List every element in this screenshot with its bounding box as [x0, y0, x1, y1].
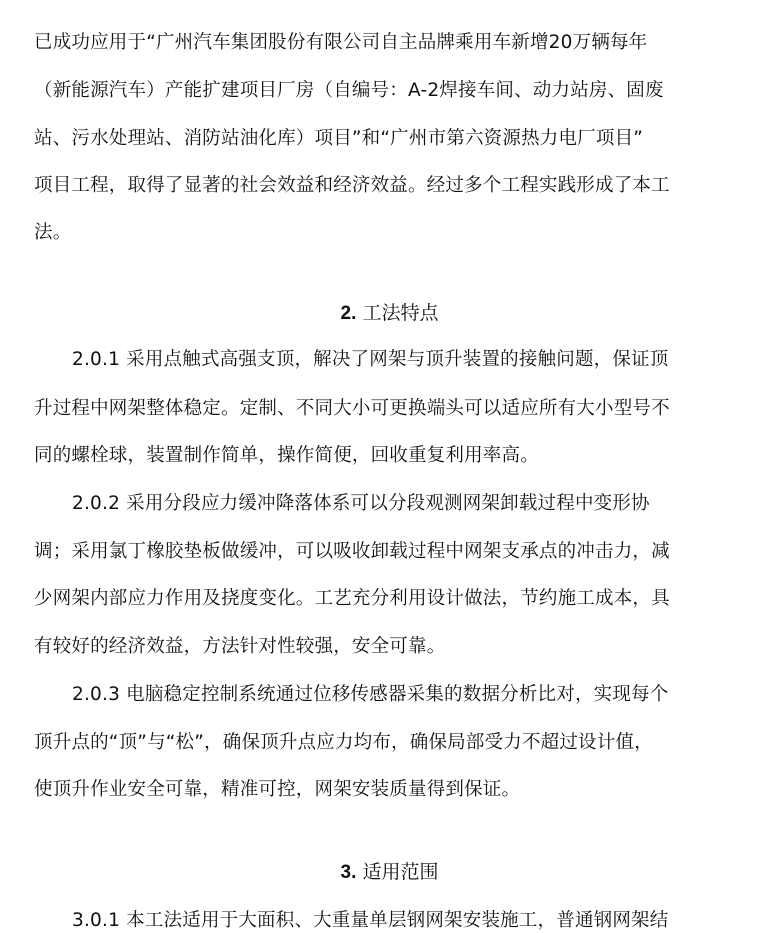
clause-2-0-2-line-4: 有较好的经济效益，方法针对性较强，安全可靠。: [34, 636, 446, 657]
intro-line-5: 法。: [34, 222, 72, 243]
clause-2-0-3-line-1: 2.0.3 电脑稳定控制系统通过位移传感器采集的数据分析比对，实现每个: [72, 684, 669, 705]
section-2-title: 工法特点: [362, 302, 439, 324]
section-2-heading: [0, 301, 779, 326]
clause-2-0-1-line-2: 升过程中网架整体稳定。定制、不同大小可更换端头可以适应所有大小型号不: [34, 398, 670, 419]
intro-line-2: （新能源汽车）产能扩建项目厂房（自编号：A-2焊接车间、动力站房、固废: [34, 80, 664, 101]
clause-2-0-3-line-2: 顶升点的“顶”与“松”，确保顶升点应力均布，确保局部受力不超过设计值，: [34, 732, 653, 753]
clause-2-0-1-line-3: 同的螺栓球，装置制作简单，操作简便，回收重复利用率高。: [34, 445, 539, 466]
section-3-title: 适用范围: [362, 861, 439, 883]
clause-2-0-3-line-3: 使顶升作业安全可靠，精准可控，网架安装质量得到保证。: [34, 779, 521, 800]
cropped-line-container: [0, 900, 779, 931]
section-3-number: 3.: [340, 862, 357, 883]
clause-2-0-2-line-2: 调；采用氯丁橡胶垫板做缓冲，可以吸收卸载过程中网架支承点的冲击力，减: [34, 541, 670, 562]
intro-line-3: 站、污水处理站、消防站油化库）项目”和“广州市第六资源热力电厂项目”: [34, 128, 644, 149]
intro-line-4: 项目工程，取得了显著的社会效益和经济效益。经过多个工程实践形成了本工: [34, 175, 670, 196]
intro-line-1: 已成功应用于“广州汽车集团股份有限公司自主品牌乘用车新增20万辆每年: [34, 32, 648, 53]
section-3-heading: [0, 860, 779, 885]
clause-2-0-2-line-3: 少网架内部应力作用及挠度变化。工艺充分利用设计做法，节约施工成本，具: [34, 588, 670, 609]
clause-2-0-1-line-1: 2.0.1 采用点触式高强支顶，解决了网架与顶升装置的接触问题，保证顶: [72, 349, 669, 370]
clause-3-0-1-line-1: 3.0.1 本工法适用于大面积、大重量单层钢网架安装施工，普通钢网架结: [72, 910, 669, 931]
section-2-number: 2.: [340, 303, 357, 324]
clause-2-0-2-line-1: 2.0.2 采用分段应力缓冲降落体系可以分段观测网架卸载过程中变形协: [72, 493, 650, 514]
